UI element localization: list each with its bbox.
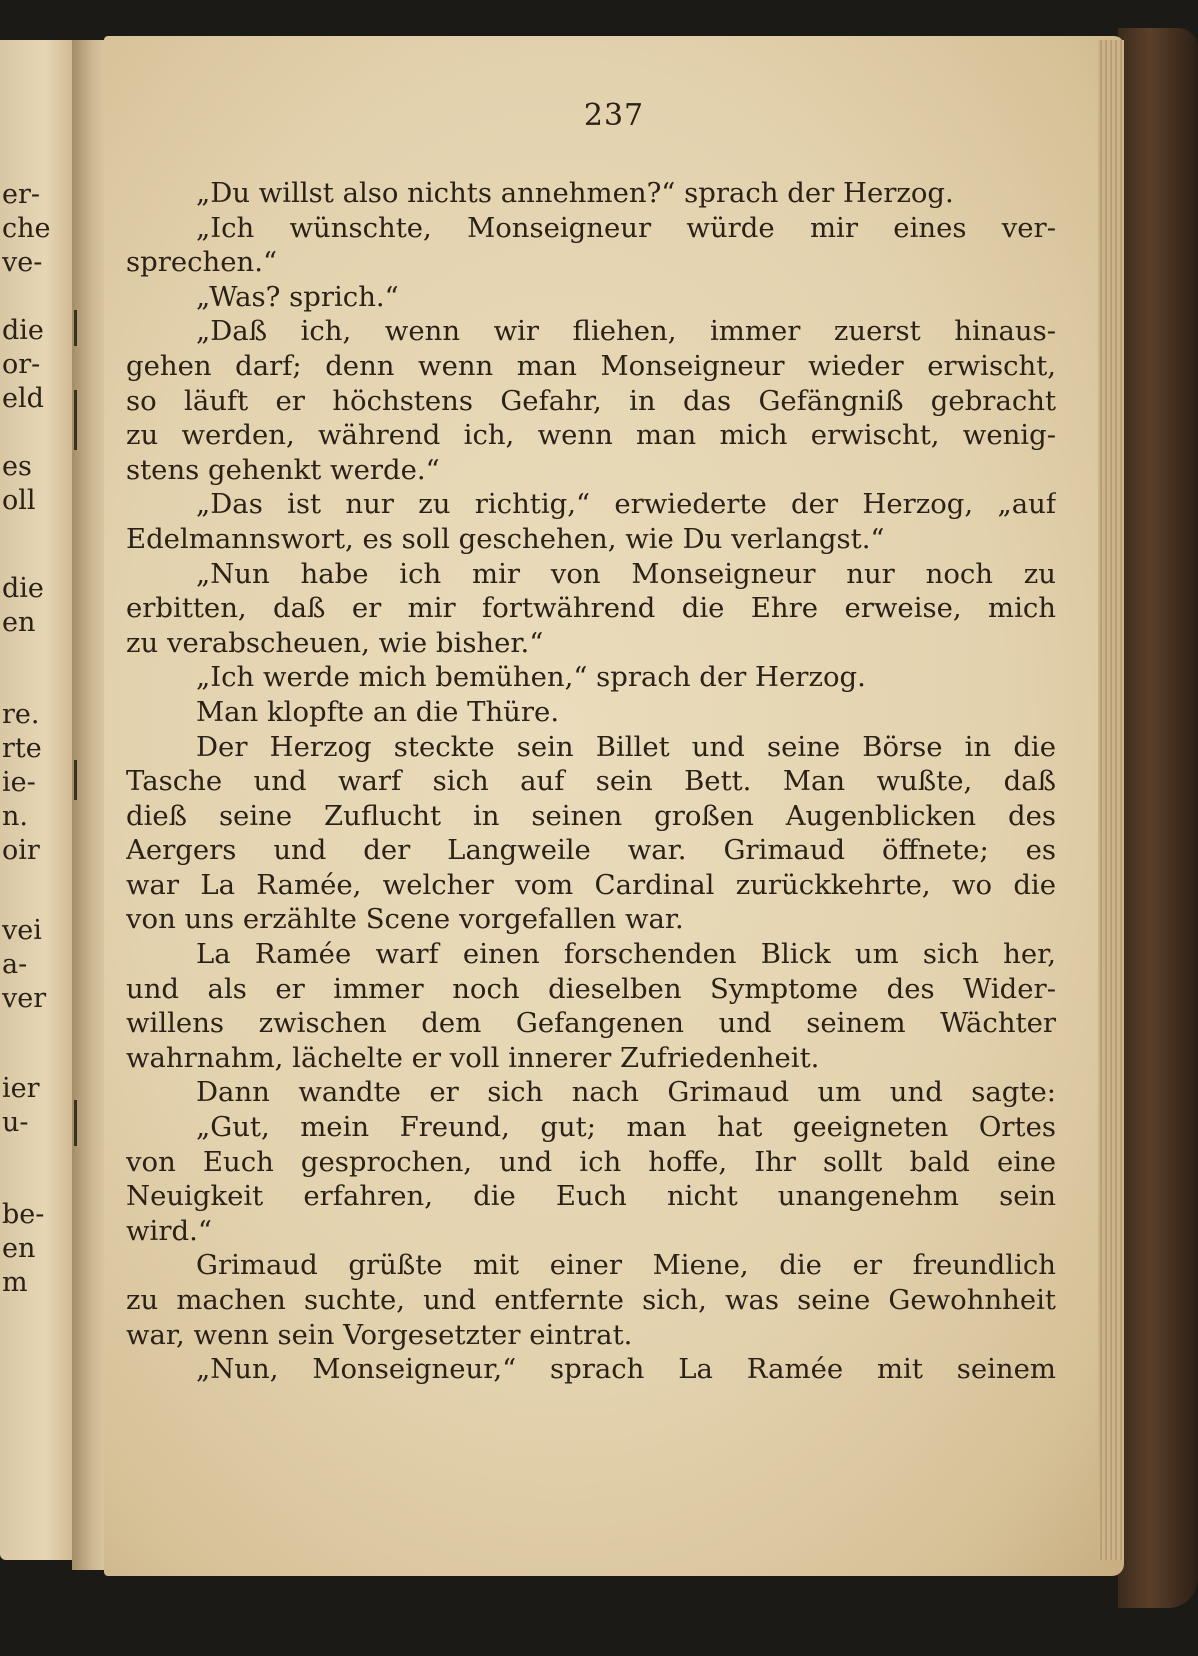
text-line: „Das ist nur zu richtig,“ erwiederte der Herzog, „auf (196, 488, 1056, 521)
text-line: von uns erzählte Scene vorgefallen war. (126, 903, 684, 936)
text-line: La Ramée warf einen forschenden Blick um sich her, (196, 938, 1056, 971)
text-line: „Du willst also nichts annehmen?“ sprach der Herzog. (196, 177, 954, 209)
left-page-fragment: ver (2, 983, 47, 1014)
gutter-marks (66, 140, 86, 1440)
text-line: Neuigkeit erfahren, die Euch nicht unangenehm sein (126, 1180, 1056, 1213)
text-line: dieß seine Zuflucht in seinen großen Augenblicken des (126, 799, 1056, 832)
text-line: Edelmannswort, es soll geschehen, wie Du verlangst.“ (126, 522, 885, 555)
text-line: erbitten, daß er mir fortwährend die Ehre erweise, mich (126, 592, 1056, 625)
left-page-fragment: en (2, 607, 36, 638)
text-line: von Euch gesprochen, und ich hoffe, Ihr sollt bald eine (126, 1145, 1056, 1178)
page-edges (1098, 40, 1124, 1560)
text-line: war, wenn sein Vorgesetzter eintrat. (126, 1318, 633, 1351)
left-page-fragment: oll (2, 485, 36, 516)
text-line: „Nun habe ich mir von Monseigneur nur noch zu (196, 557, 1056, 590)
left-page-fragment: ier (2, 1073, 40, 1104)
text-line: „Ich werde mich bemühen,“ sprach der Herzog. (196, 661, 866, 694)
text-line: „Daß ich, wenn wir fliehen, immer zuerst hinaus- (196, 315, 1056, 348)
text-line: zu verabscheuen, wie bisher.“ (126, 626, 544, 659)
right-page (104, 36, 1124, 1576)
text-line: „Ich wünschte, Monseigneur würde mir eines ver- (196, 211, 1056, 244)
text-line: Grimaud grüßte mit einer Miene, die er freundlich (196, 1249, 1056, 1282)
left-page-fragment: m (2, 1267, 28, 1298)
left-page-fragment: ie- (2, 767, 36, 798)
text-line: gehen darf; denn wenn man Monseigneur wieder erwischt, (126, 349, 1056, 382)
left-page-fragment: a- (2, 949, 28, 980)
gutter-mark (74, 1100, 77, 1146)
left-page-fragment: es (2, 451, 32, 482)
gutter-mark (74, 310, 77, 346)
text-line: stens gehenkt werde.“ (126, 453, 440, 486)
page-number: 237 (583, 98, 645, 133)
gutter-mark (74, 390, 77, 450)
text-line: Der Herzog steckte sein Billet und seine Börse in die (196, 730, 1056, 763)
text-line: wird.“ (126, 1214, 212, 1247)
text-line: wahrnahm, lächelte er voll innerer Zufriedenheit. (126, 1041, 820, 1074)
left-page-fragment: ve- (2, 247, 43, 278)
left-page-fragment: eld (2, 383, 44, 414)
left-page-fragment: oir (2, 835, 40, 866)
left-page-fragment: die (2, 315, 44, 346)
left-page-fragment: er- (2, 179, 41, 210)
page-text-body (126, 176, 1056, 1387)
text-line: willens zwischen dem Gefangenen und seinem Wächter (126, 1007, 1056, 1040)
gutter-mark (74, 760, 77, 800)
text-line: „Was? sprich.“ (196, 280, 399, 313)
text-line: Tasche und warf sich auf sein Bett. Man wußte, daß (126, 765, 1056, 798)
left-page-fragment: vei (2, 915, 42, 946)
text-line: so läuft er höchstens Gefahr, in das Gefängniß gebracht (126, 384, 1056, 417)
text-line: zu machen suchte, und entfernte sich, was seine Gewohnheit (126, 1284, 1056, 1316)
text-line: Aergers und der Langweile war. Grimaud öffnete; es (126, 834, 1056, 867)
left-page-fragment: or- (2, 349, 41, 380)
text-line: und als er immer noch dieselben Symptome des Wider- (126, 972, 1056, 1005)
text-line: Dann wandte er sich nach Grimaud um und sagte: (196, 1076, 1056, 1109)
left-page-fragment: die (2, 573, 44, 604)
left-page-fragment: u- (2, 1107, 29, 1138)
text-line: war La Ramée, welcher vom Cardinal zurückkehrte, wo die (126, 868, 1056, 901)
text-line: Man klopfte an die Thüre. (196, 695, 560, 728)
left-page-fragment: re. (2, 699, 40, 730)
left-page-fragment: n. (2, 801, 28, 832)
text-line: zu werden, während ich, wenn man mich erwischt, wenig- (126, 419, 1056, 452)
left-page-fragment: en (2, 1233, 36, 1264)
text-line: „Nun, Monseigneur,“ sprach La Ramée mit seinem (196, 1353, 1056, 1386)
left-page-fragment: rte (2, 733, 42, 764)
text-line: „Gut, mein Freund, gut; man hat geeigneten Ortes (196, 1111, 1056, 1144)
text-line: sprechen.“ (126, 246, 278, 279)
left-page-fragment: be- (2, 1199, 45, 1230)
left-page-fragment: che (2, 213, 51, 244)
book-cover-edge (1118, 28, 1198, 1608)
